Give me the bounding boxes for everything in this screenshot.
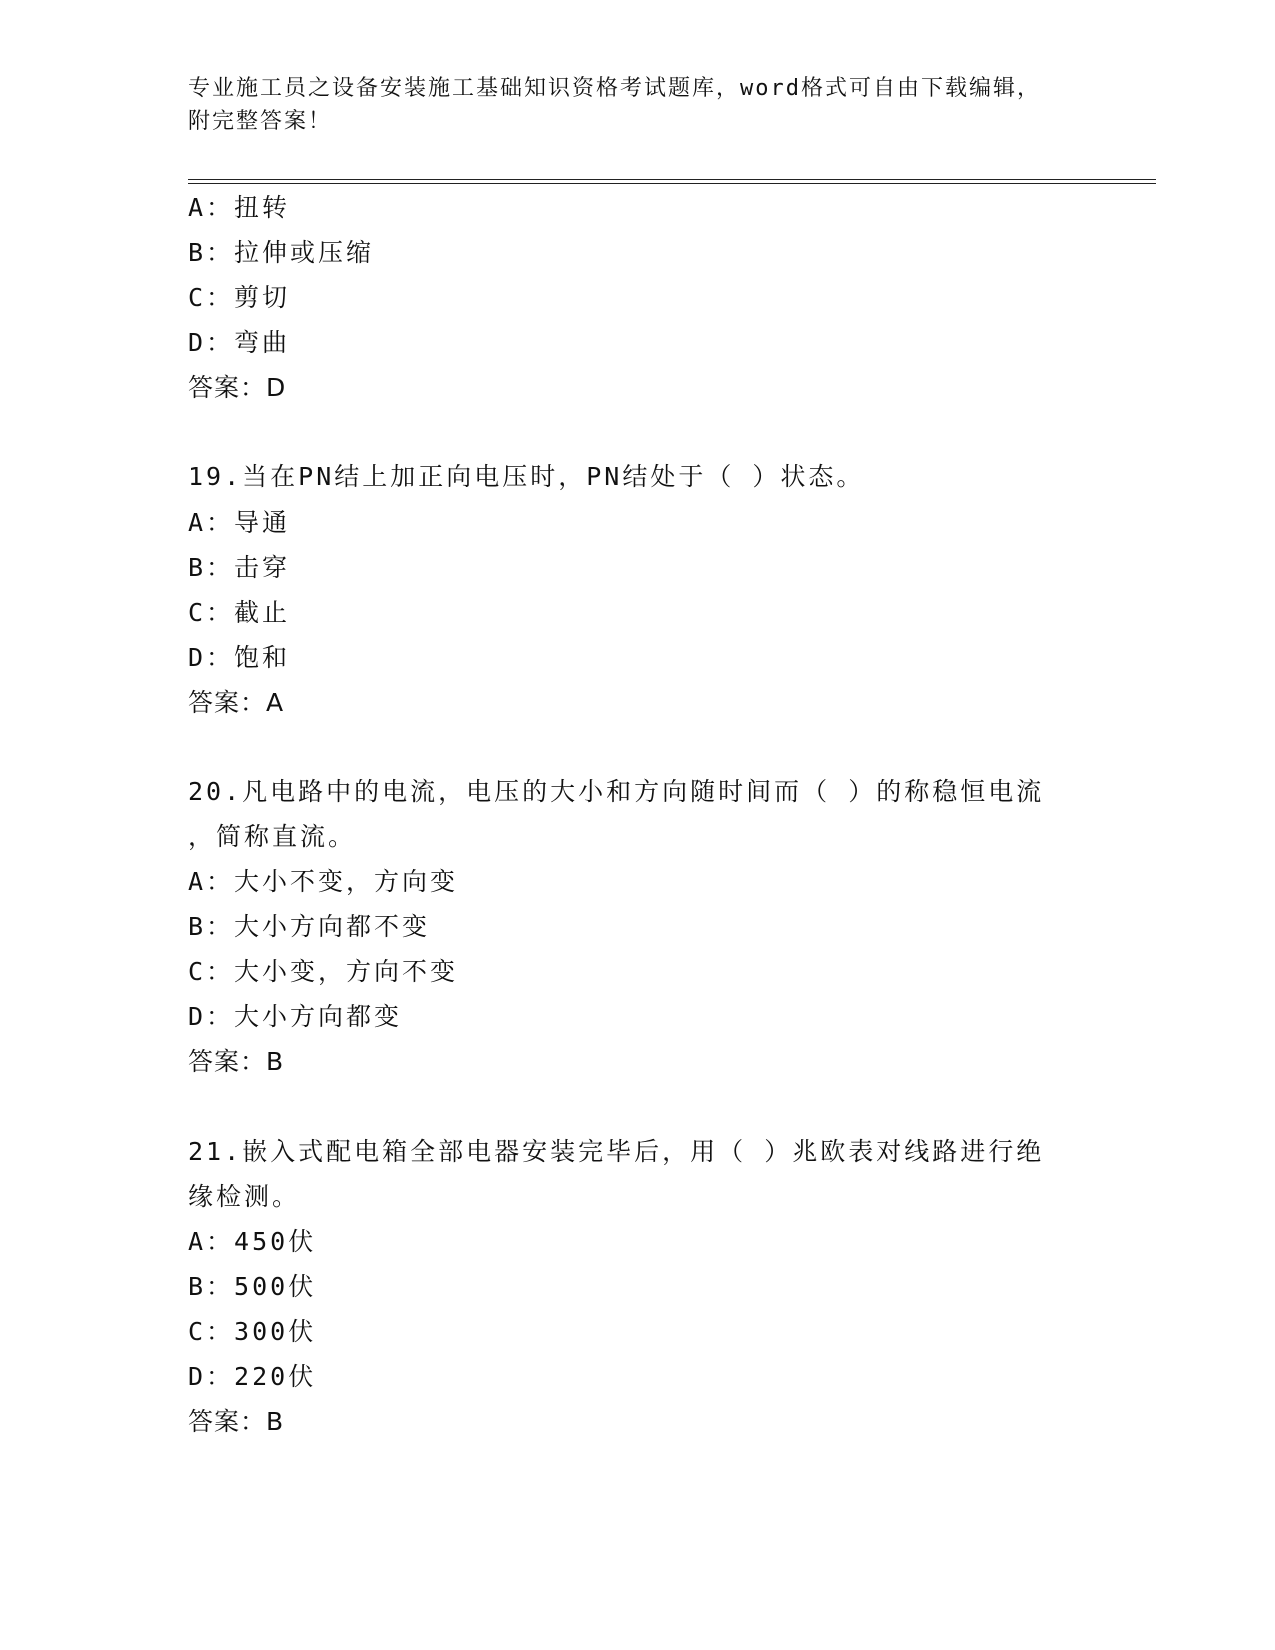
header-divider-bottom (188, 183, 1156, 184)
q20-option-c: C：大小变，方向不变 (188, 957, 459, 986)
q19-option-d: D：饱和 (188, 643, 291, 672)
q20-question-line-1: 20.凡电路中的电流，电压的大小和方向随时间而（ ）的称稳恒电流 (188, 777, 1045, 806)
q18-answer: 答案：D (188, 373, 287, 402)
q20-option-b: B：大小方向都不变 (188, 912, 431, 941)
q19-answer: 答案：A (188, 688, 285, 717)
header-title-line-2: 附完整答案！ (188, 109, 333, 134)
header-title-line-1: 专业施工员之设备安装施工基础知识资格考试题库，word格式可自由下载编辑， (188, 76, 1041, 101)
document-header (188, 72, 1088, 138)
q18-option-a: A：扭转 (188, 193, 291, 222)
q18-option-c: C：剪切 (188, 283, 291, 312)
q18-option-d: D：弯曲 (188, 328, 291, 357)
q20-question-line-2: ，简称直流。 (188, 822, 357, 851)
q20-option-a: A：大小不变，方向变 (188, 867, 459, 896)
q19-option-c: C：截止 (188, 598, 291, 627)
q21-answer: 答案：B (188, 1407, 285, 1436)
q21-question-line-2: 缘检测。 (188, 1182, 301, 1211)
q20-answer: 答案：B (188, 1047, 285, 1076)
q21-question-line-1: 21.嵌入式配电箱全部电器安装完毕后，用（ ）兆欧表对线路进行绝 (188, 1137, 1045, 1166)
q21-option-a: A：450伏 (188, 1227, 317, 1256)
q19-option-b: B：击穿 (188, 553, 291, 582)
header-divider-top (188, 179, 1156, 180)
q21-option-c: C：300伏 (188, 1317, 317, 1346)
q18-option-b: B：拉伸或压缩 (188, 238, 375, 267)
q21-option-d: D：220伏 (188, 1362, 317, 1391)
q20-option-d: D：大小方向都变 (188, 1002, 403, 1031)
q21-option-b: B：500伏 (188, 1272, 317, 1301)
q19-option-a: A：导通 (188, 508, 291, 537)
q19-question: 19.当在PN结上加正向电压时，PN结处于（ ）状态。 (188, 462, 865, 491)
